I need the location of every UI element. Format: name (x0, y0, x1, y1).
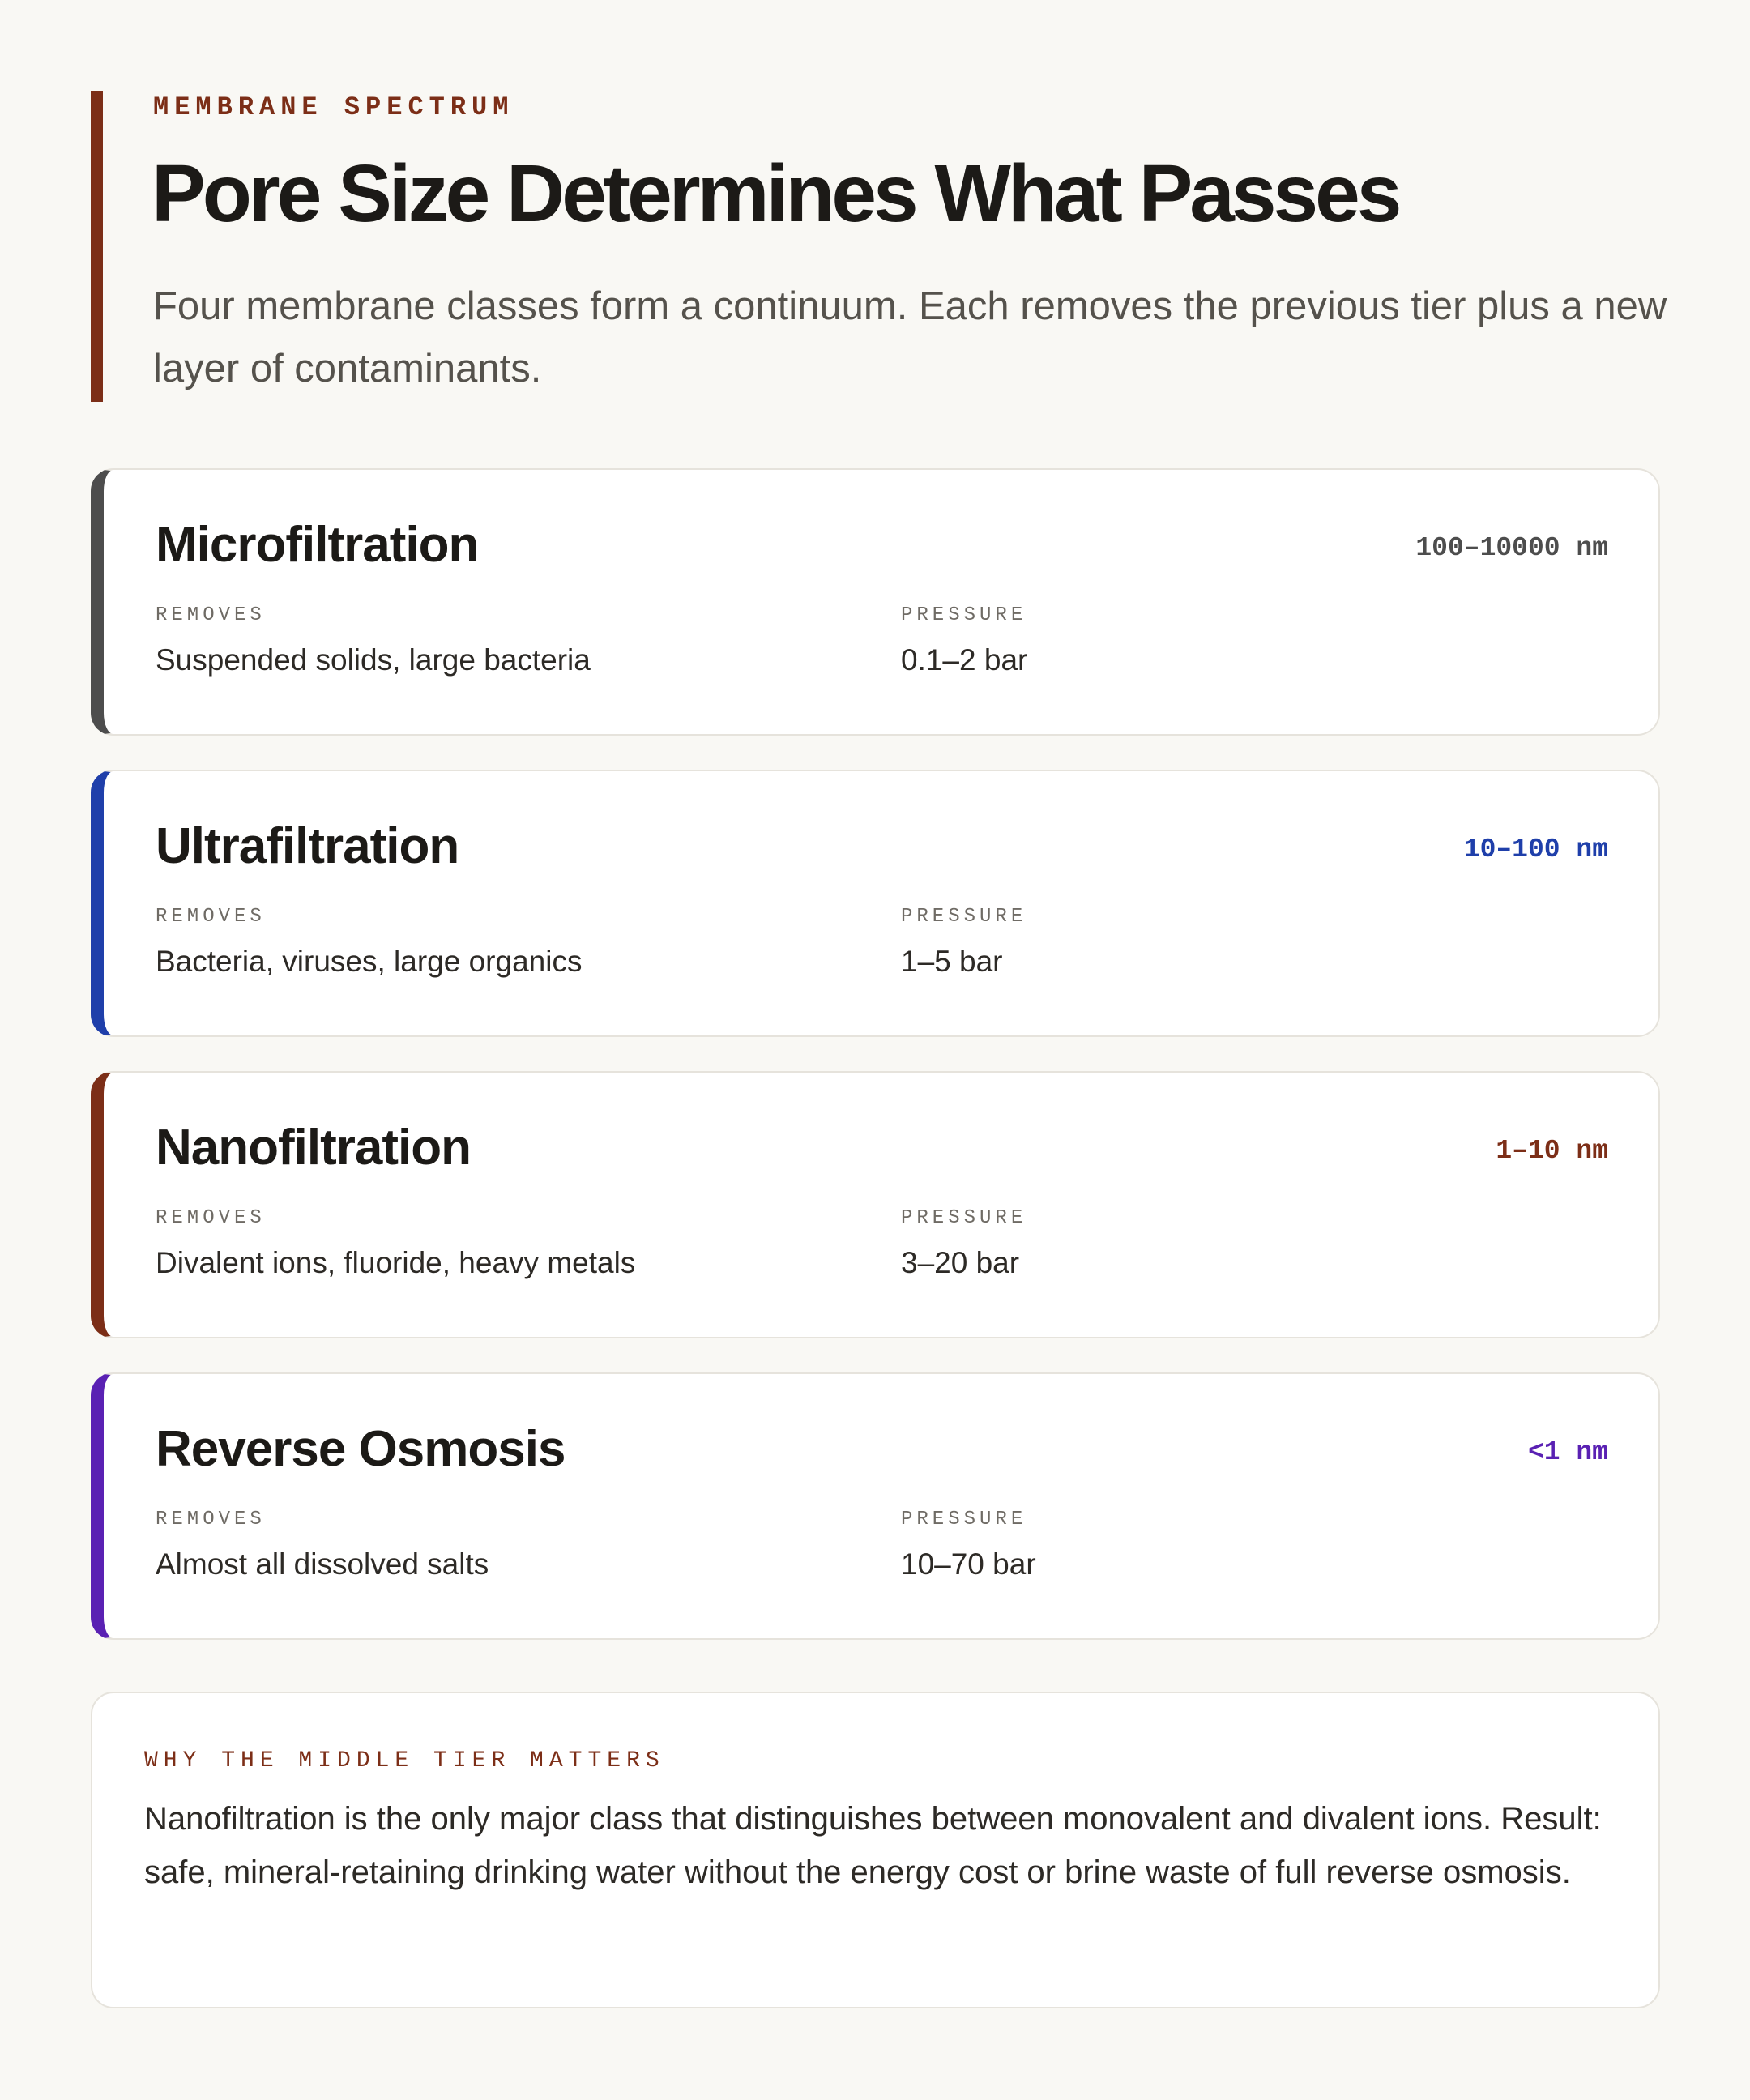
removes-value: Divalent ions, fluoride, heavy metals (156, 1246, 636, 1279)
removes-value: Bacteria, viruses, large organics (156, 945, 583, 978)
tier-card-nanofiltration (91, 1071, 1660, 1338)
tier-name: Microfiltration (156, 517, 479, 573)
eyebrow-label: MEMBRANE SPECTRUM (153, 92, 514, 122)
callout-text: Nanofiltration is the only major class that distinguishes between monovalent and divalent ions. Result: safe, mineral-retaining drinking water without the energy cost or brine waste of full reverse osmosis. (144, 1801, 1602, 1890)
removes-label: REMOVES (156, 1207, 266, 1229)
pore-size-badge: 100–10000 nm (1415, 533, 1608, 563)
page-header (91, 91, 1667, 402)
tier-name: Nanofiltration (156, 1120, 471, 1176)
page-title: Pore Size Determines What Passes (152, 148, 1399, 239)
pressure-label: PRESSURE (901, 1509, 1027, 1530)
removes-value: Almost all dissolved salts (156, 1547, 489, 1581)
intro-text: Four membrane classes form a continuum. Each removes the previous tier plus a new layer of contaminants. (153, 284, 1667, 391)
pressure-value: 1–5 bar (901, 945, 1003, 978)
pore-size-badge: <1 nm (1527, 1437, 1608, 1467)
tier-name: Ultrafiltration (156, 818, 459, 874)
tier-card-reverse-osmosis (91, 1372, 1660, 1640)
pressure-value: 3–20 bar (901, 1246, 1020, 1279)
pressure-value: 10–70 bar (901, 1547, 1036, 1581)
pressure-label: PRESSURE (901, 906, 1027, 928)
pressure-value: 0.1–2 bar (901, 643, 1028, 677)
callout-title: WHY THE MIDDLE TIER MATTERS (144, 1748, 665, 1773)
tier-name: Reverse Osmosis (156, 1421, 566, 1477)
pore-size-badge: 10–100 nm (1463, 834, 1608, 864)
removes-label: REMOVES (156, 604, 266, 626)
callout-box (91, 1692, 1660, 2008)
removes-label: REMOVES (156, 1509, 266, 1530)
pressure-label: PRESSURE (901, 604, 1027, 626)
pressure-label: PRESSURE (901, 1207, 1027, 1229)
removes-value: Suspended solids, large bacteria (156, 643, 591, 677)
removes-label: REMOVES (156, 906, 266, 928)
tier-card-microfiltration (91, 468, 1660, 736)
tier-card-ultrafiltration (91, 770, 1660, 1037)
pore-size-badge: 1–10 nm (1496, 1136, 1608, 1166)
